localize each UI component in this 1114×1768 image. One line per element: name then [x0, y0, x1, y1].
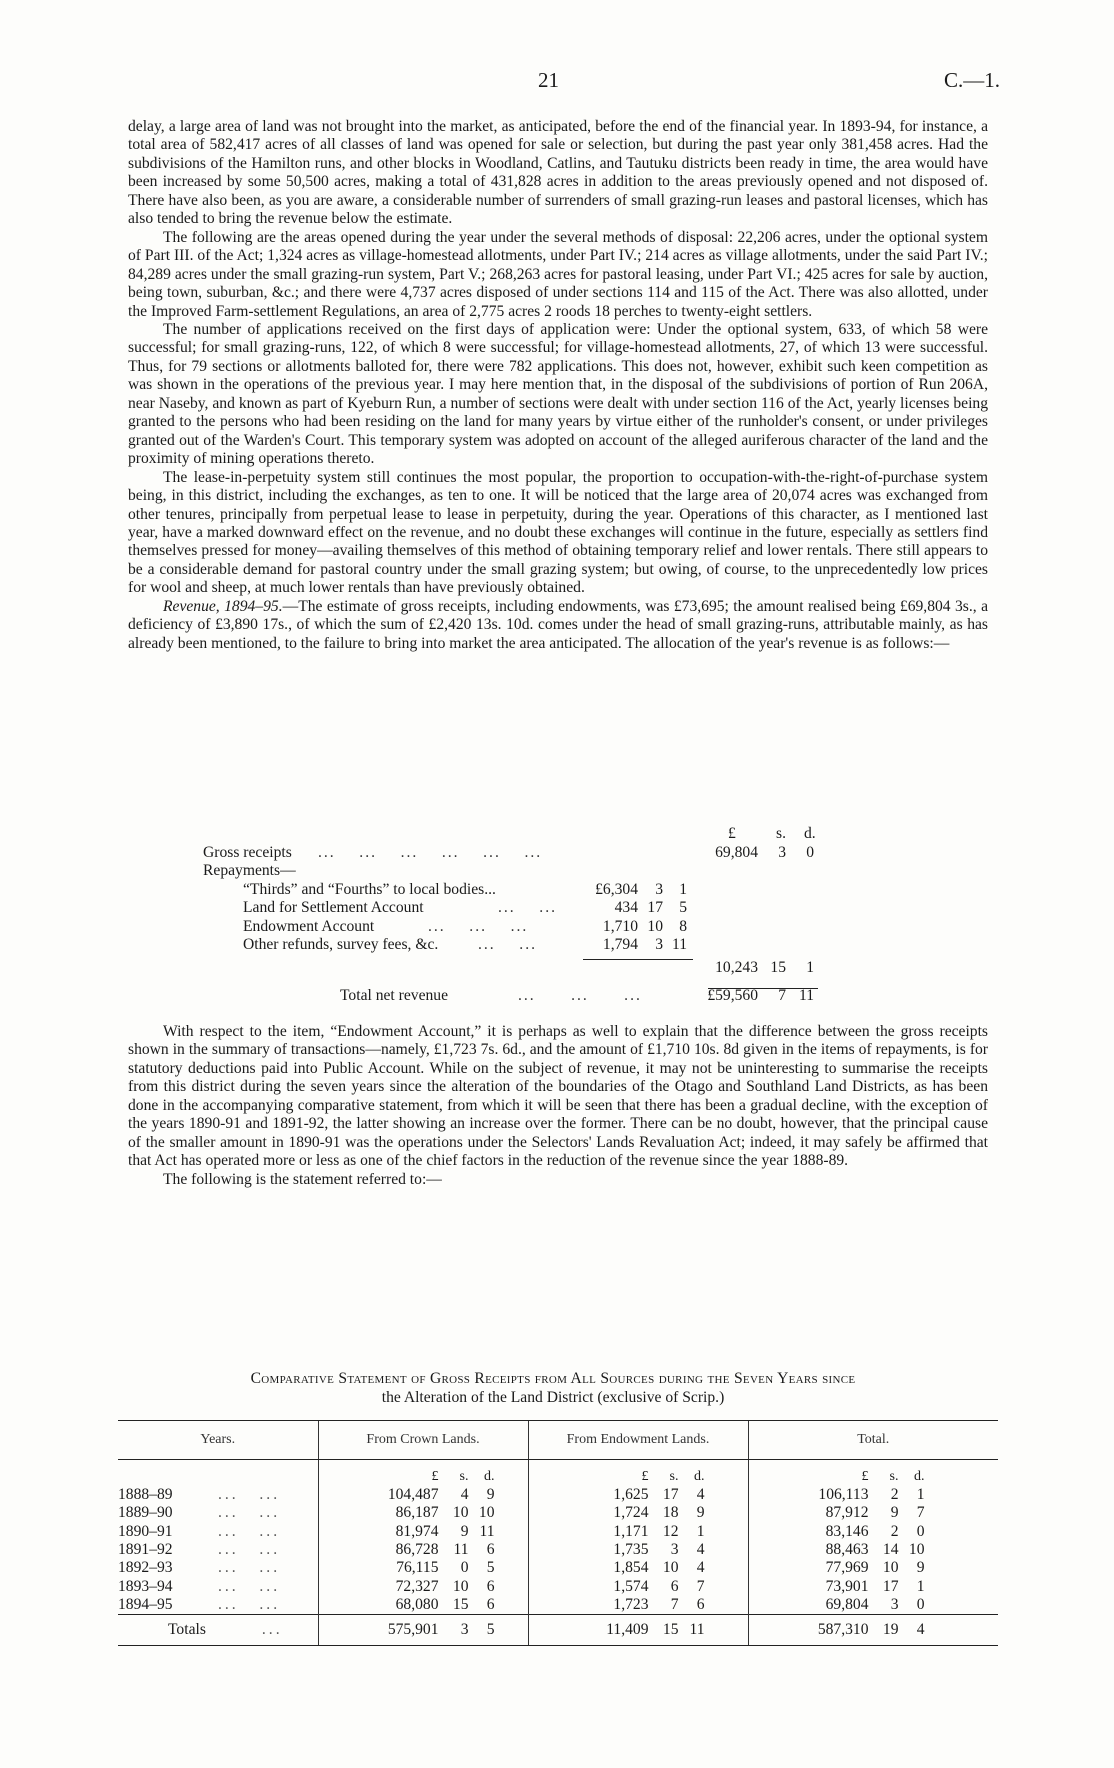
crown-shillings: 10 [452, 1504, 469, 1522]
paragraph-2: The following are the areas opened during the year under the several methods of disposal: 22,206 acres, under the optional system of Part III. of the Act; 1,324 acres as village-homestead allotments, under Part IV.; 214 acres as village allotments, under the said Part IV.; 84,289 acres under the small grazing-run system, Part V.; 268,263 acres for pastoral leasing, under Part VI.; 425 acres for sale by auction, being town, suburban, &c.; and there were 4,737 acres disposed of under sections 114 and 115 of the Act. There was also allotted, under the Improved Farm-settlement Regulations, an area of 2,775 acres 2 roods 18 perches to twenty-eight settlers. [128, 228, 988, 320]
unit-pence: d. [694, 1469, 705, 1484]
totals-label: Totals [168, 1621, 206, 1639]
crown-pounds: 86,187 [395, 1504, 439, 1522]
endow-shillings: 17 [662, 1486, 679, 1504]
total-shillings: 3 [890, 1595, 899, 1613]
total-pounds: 88,463 [825, 1541, 869, 1559]
comparative-statement-title [118, 1370, 988, 1407]
crown-pence: 6 [486, 1577, 495, 1595]
crown-shillings: 9 [460, 1522, 469, 1540]
crown-pence: 6 [486, 1595, 495, 1613]
endowment-units [528, 1460, 748, 1487]
endow-money [569, 1504, 709, 1522]
year-label: 1890–91 [118, 1522, 173, 1540]
crown-pounds: 86,728 [395, 1541, 439, 1559]
leader-dots: ... ... [218, 1541, 281, 1559]
endow-shillings: 18 [662, 1504, 679, 1522]
repayment-pence: 8 [679, 917, 687, 935]
total-pence: 1 [916, 1486, 925, 1504]
repayment-label: Endowment Account [243, 917, 375, 935]
crown-money [359, 1578, 499, 1596]
endow-money [569, 1578, 709, 1596]
crown-units [318, 1460, 528, 1487]
table-row [118, 1486, 998, 1504]
total-amount [748, 1559, 998, 1577]
gross-receipts-row [128, 844, 988, 863]
revenue-paragraph [128, 598, 988, 653]
endow-pence: 9 [696, 1504, 705, 1522]
crown-money [359, 1486, 499, 1504]
total-pounds: 69,804 [825, 1595, 869, 1613]
crown-pounds: 68,080 [395, 1595, 439, 1613]
unit-shillings: s. [669, 1469, 679, 1484]
crown-shillings: 11 [453, 1541, 469, 1559]
unit-pounds: £ [641, 1469, 649, 1484]
repayments-label: Repayments— [203, 862, 296, 879]
endow-shillings: 12 [662, 1522, 679, 1540]
total-shillings: 2 [890, 1486, 899, 1504]
repayment-label: Land for Settlement Account [243, 899, 424, 916]
endow-pounds: 1,574 [613, 1577, 649, 1595]
paragraph-1: delay, a large area of land was not brought into the market, as anticipated, before the end of the financial year. In 1893-94, for instance, a total area of 582,417 acres of all classes of land was opened for sale or selection, but during the past year only 381,458 acres. Had the subdivisions of the Hamilton runs, and other blocks in Woodland, Catlins, and Tautuku districts been ready in time, the area would have been increased by some 50,500 acres, making a total of 431,828 acres in addition to the areas previously opened and not disposed of. There have also been, as you are aware, a considerable number of surrenders of small grazing-run leases and pastoral licenses, which has also tended to bring the revenue below the estimate. [128, 118, 988, 228]
total-amount [748, 1596, 998, 1615]
column-header-crown: From Crown Lands. [318, 1421, 528, 1460]
column-header-total: Total. [748, 1421, 998, 1460]
endow-amount [528, 1486, 748, 1504]
totals-crown-pence: 5 [486, 1621, 495, 1639]
leader-dots: ... ... [218, 1595, 281, 1613]
year-label: 1889–90 [118, 1504, 173, 1522]
crown-pounds: 76,115 [396, 1559, 439, 1577]
paragraph-4: The lease-in-perpetuity system still continues the most popular, the proportion to occupation-with-the-right-of-purchase system being, in this district, including the exchanges, as ten to one. It will be noticed that the large area of 20,074 acres was exchanged from other tenures, principally from perpetual lease to lease in perpetuity, during the year. Operations of this character, as I mentioned last year, have a marked downward effect on the revenue, and no doubt these exchanges will continue in the future, especially as settlers find themselves pressed for money—availing themselves of this method of obtaining temporary relief and lower rentals. There still appears to be a considerable demand for pastoral country under the small grazing system; but owing, of course, to the unprecedentedly low prices for wool and sheep, at much lower rentals than have previously obtained. [128, 468, 988, 597]
endow-pence: 4 [696, 1486, 705, 1504]
total-pence: 0 [916, 1522, 925, 1540]
total-money [789, 1523, 929, 1541]
repayments-total-pounds: 10,243 [715, 958, 758, 976]
unit-pence: d. [804, 825, 816, 842]
comparative-statement-table [118, 1420, 998, 1646]
total-shillings: 14 [882, 1541, 899, 1559]
leader-dots: ... ... ... ... ... ... [318, 843, 543, 861]
crown-pounds: 104,487 [387, 1486, 439, 1504]
endow-pounds: 1,854 [613, 1559, 649, 1577]
leader-dots: ... ... [218, 1504, 281, 1522]
repayment-shillings: 17 [647, 899, 663, 916]
endow-pence: 4 [696, 1559, 705, 1577]
gross-receipts-pence: 0 [806, 843, 814, 861]
net-revenue-pence: 11 [798, 987, 814, 1004]
crown-amount [318, 1577, 528, 1595]
totals-endowment-shillings: 15 [662, 1621, 679, 1639]
page-number: 21 [538, 68, 559, 92]
leader-dots: ... ... [218, 1577, 281, 1595]
total-pence: 10 [908, 1541, 925, 1559]
year-label: 1892–93 [118, 1559, 173, 1577]
endow-amount [528, 1577, 748, 1595]
unit-pence: d. [484, 1469, 495, 1484]
gross-receipts-shillings: 3 [778, 843, 786, 861]
repayments-total-pence: 1 [806, 958, 814, 976]
total-pounds: 83,146 [825, 1522, 869, 1540]
year-cell [118, 1577, 318, 1595]
endow-amount [528, 1596, 748, 1615]
table-row [118, 1523, 998, 1541]
year-cell [118, 1541, 318, 1559]
endow-amount [528, 1559, 748, 1577]
total-amount [748, 1523, 998, 1541]
endow-money [569, 1541, 709, 1559]
gross-receipts-label: Gross receipts [203, 843, 292, 861]
endow-money [569, 1486, 709, 1504]
table-row [118, 1541, 998, 1559]
endow-pounds: 1,723 [613, 1595, 649, 1613]
repayment-shillings: 3 [655, 880, 663, 898]
endow-pounds: 1,735 [613, 1541, 649, 1559]
net-revenue-row [128, 987, 988, 1006]
year-cell [118, 1559, 318, 1577]
statement-intro: The following is the statement referred to:— [163, 1170, 442, 1188]
title-line-2: the Alteration of the Land District (exclusive of Scrip.) [381, 1388, 725, 1406]
leader-dots: ... [261, 1621, 283, 1639]
crown-pence: 9 [486, 1486, 495, 1504]
total-shillings: 9 [890, 1504, 899, 1522]
totals-total-shillings: 19 [882, 1621, 899, 1639]
net-revenue-label: Total net revenue [340, 987, 449, 1004]
title-line-1: Comparative Statement of Gross Receipts from All Sources during the Seven Years since [250, 1370, 856, 1387]
unit-pounds: £ [431, 1469, 439, 1484]
repayments-total-row [128, 959, 988, 978]
leader-dots: ... ... [218, 1486, 281, 1504]
total-money [789, 1504, 929, 1522]
year-label: 1893–94 [118, 1577, 173, 1595]
total-money [789, 1541, 929, 1559]
unit-pence: d. [914, 1469, 925, 1484]
crown-money [359, 1541, 499, 1559]
column-header-years: Years. [118, 1421, 318, 1460]
body-text [128, 118, 988, 653]
unit-shillings: s. [776, 825, 786, 842]
total-units [748, 1460, 998, 1487]
endow-money [569, 1523, 709, 1541]
total-amount [748, 1577, 998, 1595]
endow-shillings: 3 [670, 1541, 679, 1559]
crown-pence: 10 [478, 1504, 495, 1522]
total-pence: 9 [916, 1559, 925, 1577]
endow-pence: 4 [696, 1541, 705, 1559]
totals-total-pence: 4 [916, 1621, 925, 1639]
repayment-row [128, 936, 988, 955]
repayment-label: Other refunds, survey fees, &c. [243, 936, 439, 953]
total-shillings: 17 [882, 1577, 899, 1595]
endow-shillings: 6 [670, 1577, 679, 1595]
year-cell [118, 1523, 318, 1541]
total-pounds: 73,901 [825, 1577, 869, 1595]
total-money [789, 1559, 929, 1577]
total-money [789, 1486, 929, 1504]
crown-shillings: 0 [460, 1559, 469, 1577]
endow-shillings: 10 [662, 1559, 679, 1577]
unit-shillings: s. [889, 1469, 899, 1484]
year-label: 1888–89 [118, 1486, 173, 1504]
totals-crown-shillings: 3 [460, 1621, 469, 1639]
repayment-pounds: 434 [614, 899, 638, 916]
year-cell [118, 1504, 318, 1522]
crown-pence: 5 [486, 1559, 495, 1577]
endow-pence: 7 [696, 1577, 705, 1595]
endow-money [569, 1596, 709, 1614]
gross-receipts-pounds: 69,804 [715, 843, 758, 861]
year-cell [118, 1486, 318, 1504]
endow-pounds: 1,625 [613, 1486, 649, 1504]
totals-crown-pounds: 575,901 [387, 1621, 439, 1639]
revenue-allocation [128, 825, 988, 1004]
total-shillings: 10 [882, 1559, 899, 1577]
crown-amount [318, 1486, 528, 1504]
repayment-pence: 11 [671, 936, 687, 953]
column-header-endowment: From Endowment Lands. [528, 1421, 748, 1460]
endow-pence: 6 [696, 1595, 705, 1613]
net-revenue-shillings: 7 [778, 987, 786, 1004]
paragraph-endowment: With respect to the item, “Endowment Account,” it is perhaps as well to explain that the difference between the gross receipts shown in the summary of transactions—namely, £1,723 7s. 6d., and the amount of £1,710 10s. 8d given in the items of repayments, is for statutory deductions paid into Public Account. While on the subject of revenue, it may not be uninteresting to summarise the receipts from this district during the seven years since the alteration of the boundaries of the Otago and Southland Land Districts, as has been done in the accompanying comparative statement, from which it will be seen that there has been a gradual decline, with the exception of the years 1890-91 and 1891-92, the latter showing an increase over the former. There can be no doubt, however, that the principal cause of the smaller amount in 1890-91 was the operations under the Selectors' Lands Revaluation Act; indeed, it may safely be affirmed that that Act has operated more or less as one of the chief factors in the reduction of the revenue since the year 1888-89. [128, 1023, 988, 1170]
endow-shillings: 7 [670, 1595, 679, 1613]
document-reference: C.—1. [943, 68, 1000, 92]
table-row [118, 1559, 998, 1577]
revenue-heading: Revenue, 1894–95. [163, 597, 283, 615]
leader-dots: ... ... [478, 936, 537, 953]
crown-money [359, 1504, 499, 1522]
body-text-continued [128, 1023, 988, 1189]
crown-pence: 6 [486, 1541, 495, 1559]
totals-label-cell [118, 1615, 318, 1646]
repayment-pence: 1 [679, 880, 687, 898]
endow-money [569, 1559, 709, 1577]
total-amount [748, 1504, 998, 1522]
total-pounds: 87,912 [825, 1504, 869, 1522]
leader-dots: ... ... [498, 899, 557, 916]
crown-pounds: 81,974 [395, 1522, 439, 1540]
crown-amount [318, 1596, 528, 1615]
unit-pounds: £ [861, 1469, 869, 1484]
crown-money [359, 1559, 499, 1577]
crown-shillings: 10 [452, 1577, 469, 1595]
totals-endowment-pounds: 11,409 [606, 1621, 649, 1639]
crown-shillings: 15 [452, 1595, 469, 1613]
year-cell [118, 1596, 318, 1615]
endow-amount [528, 1523, 748, 1541]
leader-dots: ... ... ... [428, 917, 529, 935]
table-row [118, 1504, 998, 1522]
crown-pounds: 72,327 [395, 1577, 439, 1595]
endow-amount [528, 1504, 748, 1522]
revenue-units-row [128, 825, 988, 844]
net-revenue-pounds: £59,560 [707, 987, 758, 1004]
crown-amount [318, 1541, 528, 1559]
total-pence: 0 [916, 1595, 925, 1613]
unit-shillings: s. [459, 1469, 469, 1484]
totals-endowment-pence: 11 [689, 1621, 705, 1639]
repayment-shillings: 3 [655, 936, 663, 953]
units-row [118, 1460, 998, 1487]
repayment-pence: 5 [679, 899, 687, 916]
repayment-pounds: 1,794 [602, 936, 638, 953]
repayment-pounds: £6,304 [595, 880, 638, 898]
paragraph-3: The number of applications received on the first days of application were: Under the optional system, 633, of which 58 were successful; for small grazing-runs, 122, of which 8 were successful; for village-homestead allotments, 27, of which 13 were successful. Thus, for 79 sections or allotments balloted for, there were 782 applications. This does not, however, exhibit such keen competition as was shown in the operations of the previous year. I may here mention that, in the disposal of the subdivisions of portion of Run 206A, near Naseby, and known as part of Kyeburn Run, a number of sections were dealt with under section 116 of the Act, yearly licenses being granted to the persons who had been residing on the land for many years by virtue either of the runholder's consent, or under privileges granted out of the Warden's Court. This temporary system was adopted on account of the alleged auriferous character of the land and the proximity of mining operations thereto. [128, 320, 988, 468]
total-amount [748, 1486, 998, 1504]
total-shillings: 2 [890, 1522, 899, 1540]
crown-shillings: 4 [460, 1486, 469, 1504]
endow-pence: 1 [696, 1522, 705, 1540]
totals-total [748, 1615, 998, 1646]
total-pounds: 106,113 [818, 1486, 869, 1504]
crown-amount [318, 1504, 528, 1522]
repayment-shillings: 10 [647, 917, 663, 935]
total-pence: 7 [916, 1504, 925, 1522]
total-pounds: 77,969 [825, 1559, 869, 1577]
crown-pence: 11 [479, 1522, 495, 1540]
leader-dots: ... ... ... [518, 987, 642, 1004]
total-pence: 1 [916, 1577, 925, 1595]
totals-total-pounds: 587,310 [817, 1621, 869, 1639]
repayment-row [128, 918, 988, 937]
endow-pounds: 1,171 [613, 1522, 649, 1540]
crown-money [359, 1596, 499, 1614]
repayment-row [128, 899, 988, 918]
leader-dots: ... ... [218, 1522, 281, 1540]
table-row [118, 1577, 998, 1595]
totals-crown [318, 1615, 528, 1646]
unit-pounds: £ [728, 825, 736, 842]
repayments-total-shillings: 15 [770, 958, 786, 976]
endow-pounds: 1,724 [613, 1504, 649, 1522]
leader-dots: ... ... [218, 1559, 281, 1577]
crown-money [359, 1523, 499, 1541]
repayments-heading-row [128, 862, 988, 881]
endow-amount [528, 1541, 748, 1559]
table-row [118, 1596, 998, 1615]
table-header-row [118, 1421, 998, 1460]
crown-amount [318, 1559, 528, 1577]
revenue-text: —The estimate of gross receipts, including endowments, was £73,695; the amount realised being £69,804 3s., a deficiency of £3,890 17s., of which the sum of £2,420 13s. 10d. comes under the head of small grazing-runs, attributable mainly, as has already been mentioned, to the failure to bring into market the area anticipated. The allocation of the year's revenue is as follows:— [128, 597, 988, 652]
repayment-pounds: 1,710 [602, 917, 638, 935]
year-label: 1891–92 [118, 1541, 173, 1559]
repayment-row [128, 881, 988, 900]
year-label: 1894–95 [118, 1595, 173, 1613]
total-money [789, 1596, 929, 1614]
crown-amount [318, 1523, 528, 1541]
totals-endowment [528, 1615, 748, 1646]
totals-row [118, 1615, 998, 1646]
total-amount [748, 1541, 998, 1559]
repayment-label: “Thirds” and “Fourths” to local bodies... [243, 880, 496, 898]
total-money [789, 1578, 929, 1596]
